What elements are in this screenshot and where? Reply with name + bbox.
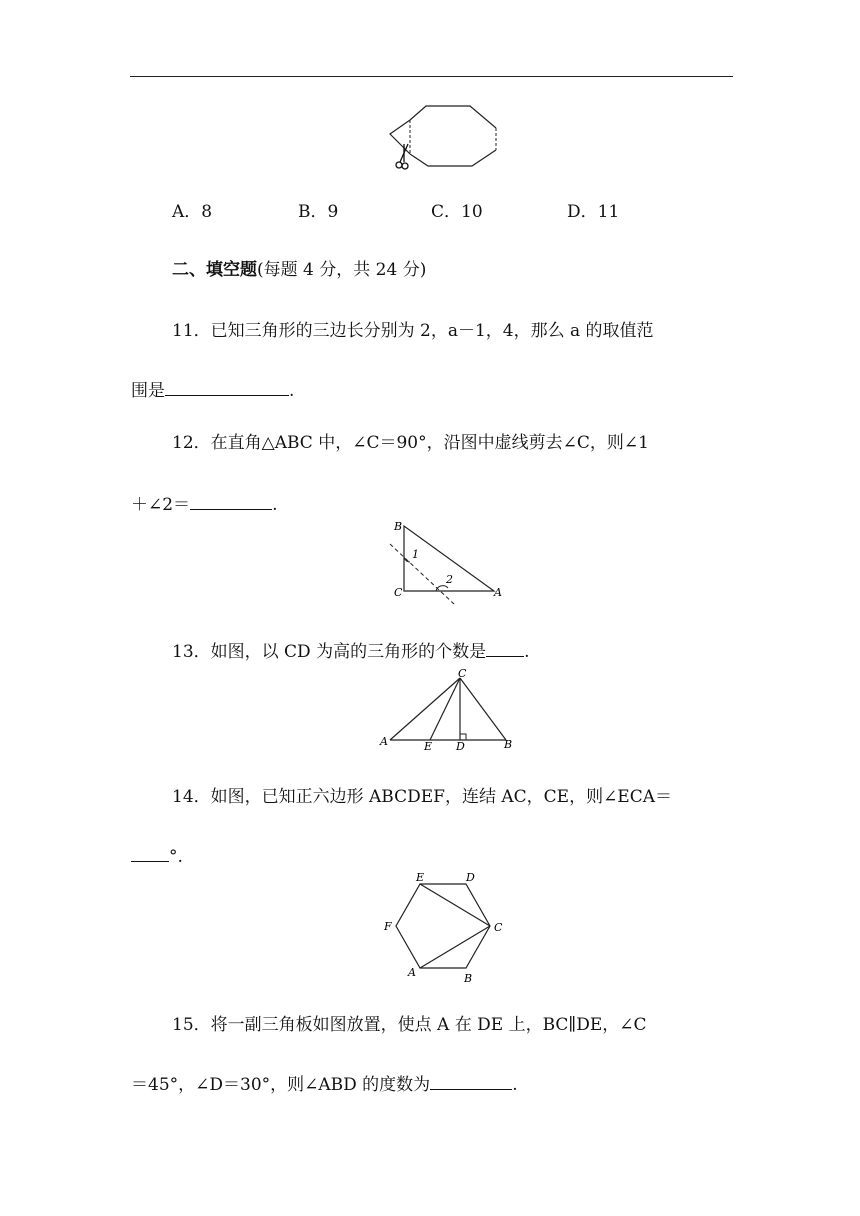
q12-line1: 12．在直角△ABC 中，∠C＝90°，沿图中虚线剪去∠C，则∠1 — [172, 433, 649, 453]
svg-text:B: B — [394, 520, 403, 533]
header-rule — [130, 76, 733, 77]
q12-answer-blank[interactable] — [190, 491, 272, 510]
svg-text:2: 2 — [446, 573, 453, 586]
svg-text:A: A — [494, 586, 502, 599]
triangle-altitude-figure — [376, 668, 522, 754]
svg-text:A: A — [380, 735, 388, 748]
q14-line1: 14．如图，已知正六边形 ABCDEF，连结 AC，CE，则∠ECA＝ — [172, 787, 673, 807]
option-d[interactable]: D．11 — [567, 202, 620, 222]
q14-line2: °. — [131, 843, 183, 869]
option-a[interactable]: A．8 — [172, 202, 213, 222]
option-c[interactable]: C．10 — [431, 202, 483, 222]
scissors-icon — [396, 144, 408, 169]
svg-text:A: A — [408, 966, 416, 979]
q12-line2: ＋∠2＝ . — [131, 491, 277, 517]
svg-text:D: D — [466, 871, 475, 884]
q13-answer-blank[interactable] — [486, 638, 524, 657]
svg-text:E: E — [424, 740, 433, 753]
svg-text:C: C — [458, 668, 467, 680]
svg-text:B: B — [504, 738, 513, 751]
q15-answer-blank[interactable] — [430, 1071, 512, 1090]
section-note: (每题 4 分，共 24 分) — [257, 260, 427, 280]
section-title: 二、填空题 — [172, 260, 257, 280]
regular-hexagon-figure — [380, 868, 510, 986]
octagon-cut-figure — [384, 100, 508, 172]
q15-line2: ＝45°，∠D＝30°，则∠ABD 的度数为 . — [131, 1071, 518, 1097]
svg-text:B: B — [464, 972, 473, 985]
svg-text:C: C — [494, 921, 503, 934]
section-heading — [172, 258, 426, 282]
option-b[interactable]: B．9 — [298, 202, 339, 222]
q11-line2: 围是 . — [131, 377, 294, 403]
q15-line1: 15．将一副三角板如图放置，使点 A 在 DE 上，BC∥DE，∠C — [172, 1015, 647, 1035]
svg-text:D: D — [456, 740, 465, 753]
answer-options — [172, 200, 619, 224]
q11-line1: 11．已知三角形的三边长分别为 2，a－1，4，那么 a 的取值范 — [172, 321, 654, 341]
q14-answer-blank[interactable] — [131, 843, 169, 862]
svg-text:1: 1 — [412, 548, 419, 561]
q11-answer-blank[interactable] — [165, 377, 289, 396]
svg-text:E: E — [416, 871, 425, 884]
svg-text:F: F — [384, 920, 392, 933]
q13-line1: 13．如图，以 CD 为高的三角形的个数是 . — [172, 638, 529, 664]
svg-text:C: C — [394, 586, 403, 599]
right-triangle-figure — [386, 516, 510, 608]
